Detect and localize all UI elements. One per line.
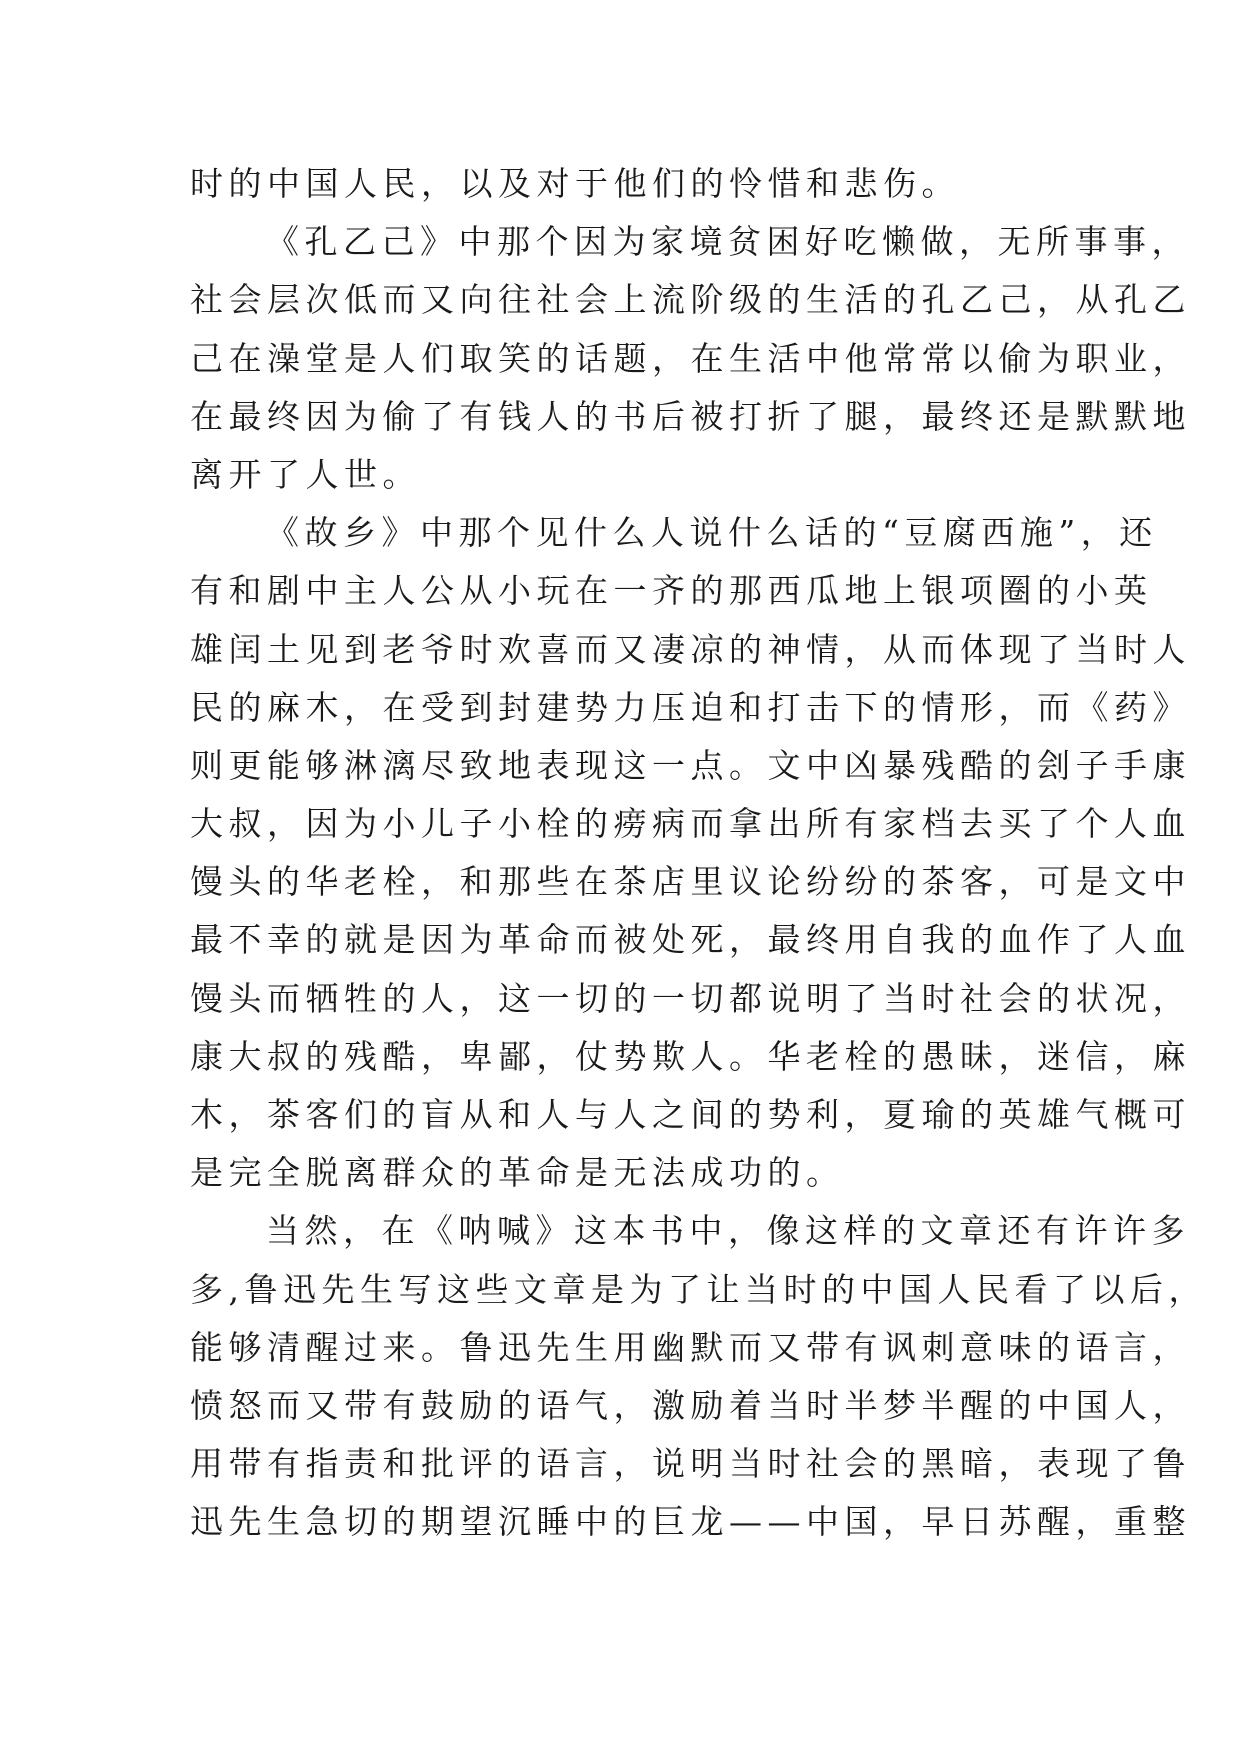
text-line: 离开了人世。 bbox=[190, 454, 421, 494]
text-line: 己在澡堂是人们取笑的话题，在生活中他常常以偷为职业， bbox=[190, 338, 1191, 378]
body-text bbox=[190, 155, 1207, 1552]
text-line: 雄闰土见到老爷时欢喜而又凄凉的神情，从而体现了当时人 bbox=[190, 629, 1191, 669]
text-line: 木，茶客们的盲从和人与人之间的势利，夏瑜的英雄气概可 bbox=[190, 1095, 1191, 1134]
text-line: 康大叔的残酷，卑鄙，仗势欺人。华老栓的愚昧，迷信，麻 bbox=[190, 1036, 1191, 1076]
text-line: 在最终因为偷了有钱人的书后被打折了腿，最终还是默默地 bbox=[190, 396, 1191, 436]
text-line: 则更能够淋漓尽致地表现这一点。文中凶暴残酷的刽子手康 bbox=[190, 745, 1191, 785]
text-line: 用带有指责和批评的语言，说明当时社会的黑暗，表现了鲁 bbox=[190, 1444, 1191, 1484]
text-line: 是完全脱离群众的革命是无法成功的。 bbox=[190, 1153, 845, 1193]
text-line: 能够清醒过来。鲁迅先生用幽默而又带有讽刺意味的语言， bbox=[190, 1327, 1191, 1367]
text-line: 《故乡》中那个见什么人说什么话的“豆腐西施”，还 bbox=[266, 513, 1158, 553]
text-line: 迅先生急切的期望沉睡中的巨龙——中国，早日苏醒，重整 bbox=[190, 1502, 1191, 1542]
text-line: 最不幸的就是因为革命而被处死，最终用自我的血作了人血 bbox=[190, 920, 1191, 960]
text-line: 大叔，因为小儿子小栓的痨病而拿出所有家档去买了个人血 bbox=[190, 804, 1191, 844]
paragraph-2 bbox=[190, 213, 1191, 504]
text-line: 当然，在《呐喊》这本书中，像这样的文章还有许许多 bbox=[266, 1211, 1190, 1251]
text-line: 多,鲁迅先生写这些文章是为了让当时的中国人民看了以后， bbox=[190, 1269, 1207, 1309]
text-line: 有和剧中主人公从小玩在一齐的那西瓜地上银项圈的小英 bbox=[190, 571, 1153, 611]
text-line: 《孔乙己》中那个因为家境贫困好吃懒做，无所事事， bbox=[266, 222, 1190, 262]
text-line: 馒头的华老栓，和那些在茶店里议论纷纷的茶客，可是文中 bbox=[190, 862, 1191, 902]
text-line: 时的中国人民，以及对于他们的怜惜和悲伤。 bbox=[190, 164, 960, 203]
paragraph-4 bbox=[190, 1202, 1207, 1551]
text-line: 社会层次低而又向往社会上流阶级的生活的孔乙己，从孔乙 bbox=[190, 280, 1191, 320]
paragraph-3 bbox=[190, 504, 1191, 1202]
text-line: 馒头而牺牲的人，这一切的一切都说明了当时社会的状况， bbox=[190, 978, 1191, 1018]
paragraph-1 bbox=[190, 155, 1050, 213]
text-line: 民的麻木，在受到封建势力压迫和打击下的情形，而《药》 bbox=[190, 687, 1191, 727]
text-line: 愤怒而又带有鼓励的语气，激励着当时半梦半醒的中国人， bbox=[190, 1385, 1191, 1425]
